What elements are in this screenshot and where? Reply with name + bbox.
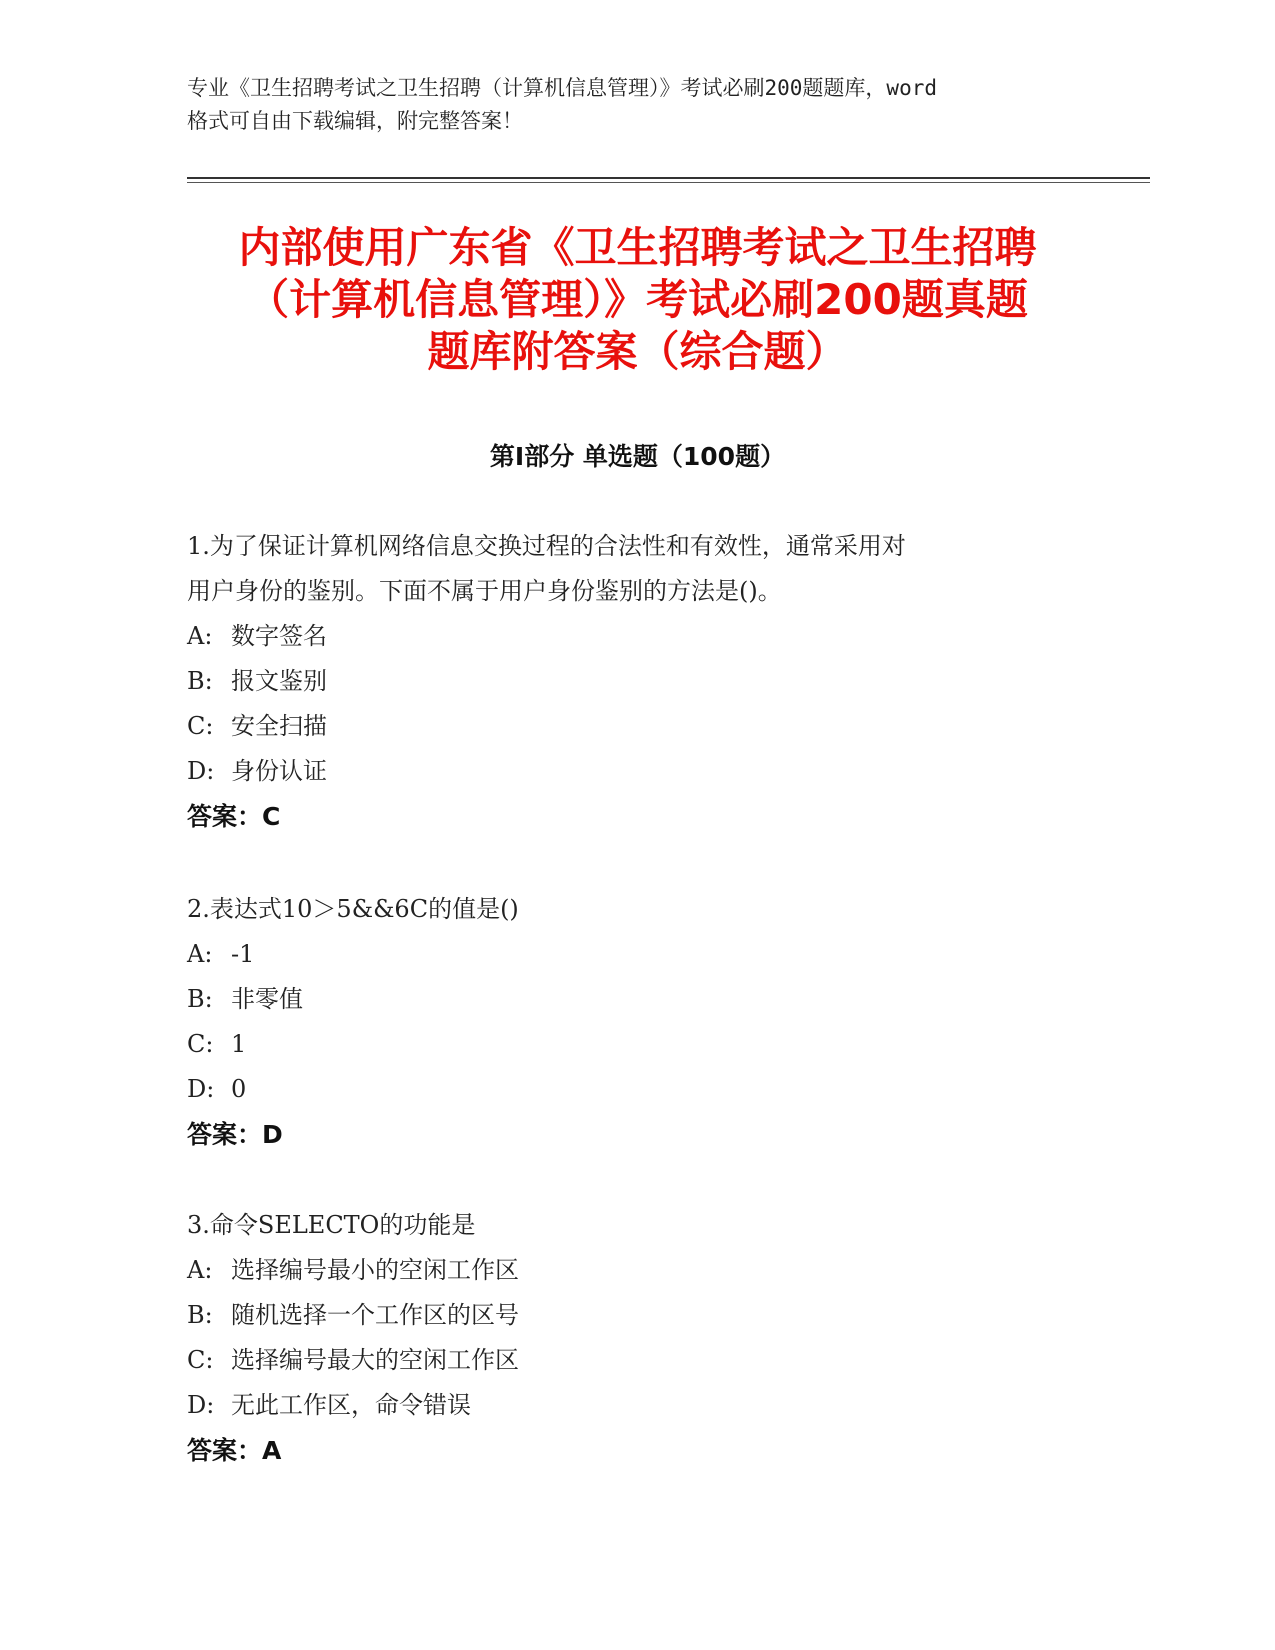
header-divider-thick	[187, 177, 1150, 179]
header-note-line-1: 专业《卫生招聘考试之卫生招聘（计算机信息管理）》考试必刷200题题库，word	[187, 76, 937, 100]
option-text: 选择编号最小的空闲工作区	[231, 1256, 519, 1284]
option-text: 随机选择一个工作区的区号	[231, 1301, 519, 1329]
option-text: 非零值	[231, 985, 303, 1013]
section-title: 第Ⅰ部分 单选题（100题）	[489, 442, 786, 471]
answer-label: 答案：A	[187, 1436, 282, 1465]
option-letter: D:	[187, 1391, 215, 1419]
option-b	[187, 977, 1087, 1022]
option-a	[187, 1248, 1087, 1293]
option-d	[187, 1383, 1087, 1428]
option-text: 选择编号最大的空闲工作区	[231, 1346, 519, 1374]
title-line-2: （计算机信息管理）》考试必刷200题真题	[247, 275, 1028, 324]
question-stem-continued: 用户身份的鉴别。下面不属于用户身份鉴别的方法是()。	[187, 577, 782, 605]
option-text: 安全扫描	[231, 712, 327, 740]
option-d	[187, 749, 1087, 794]
question-3	[187, 1203, 1087, 1473]
option-text: 报文鉴别	[231, 667, 327, 695]
option-letter: B:	[187, 1301, 213, 1329]
option-a	[187, 932, 1087, 977]
header-note-line-2: 格式可自由下载编辑，附完整答案！	[187, 109, 523, 133]
option-b	[187, 1293, 1087, 1338]
option-letter: A:	[187, 1256, 213, 1284]
option-letter: A:	[187, 622, 213, 650]
option-d	[187, 1067, 1087, 1112]
option-text: 0	[231, 1075, 247, 1103]
document-title	[150, 222, 1125, 378]
answer-label: 答案：C	[187, 802, 281, 831]
option-letter: B:	[187, 667, 213, 695]
question-1	[187, 524, 1087, 839]
option-letter: C:	[187, 1346, 214, 1374]
option-letter: A:	[187, 940, 213, 968]
option-c	[187, 704, 1087, 749]
header-divider-thin	[187, 182, 1150, 183]
option-letter: C:	[187, 1030, 214, 1058]
header-note	[187, 72, 1087, 138]
option-b	[187, 659, 1087, 704]
option-c	[187, 1022, 1087, 1067]
option-a	[187, 614, 1087, 659]
option-text: 身份认证	[231, 757, 327, 785]
title-line-1: 内部使用广东省《卫生招聘考试之卫生招聘	[238, 223, 1037, 272]
option-letter: D:	[187, 757, 215, 785]
option-text: 无此工作区，命令错误	[231, 1391, 471, 1419]
option-letter: D:	[187, 1075, 215, 1103]
option-text: 1	[231, 1030, 247, 1058]
option-c	[187, 1338, 1087, 1383]
question-stem: 1.为了保证计算机网络信息交换过程的合法性和有效性，通常采用对	[187, 532, 906, 560]
question-2	[187, 887, 1087, 1157]
option-text: -1	[231, 940, 255, 968]
question-stem: 3.命令SELECTO的功能是	[187, 1211, 476, 1239]
title-line-3: 题库附答案（综合题）	[427, 327, 848, 376]
answer-label: 答案：D	[187, 1120, 283, 1149]
question-stem: 2.表达式10＞5&&6C的值是()	[187, 895, 519, 923]
option-letter: B:	[187, 985, 213, 1013]
option-text: 数字签名	[231, 622, 327, 650]
option-letter: C:	[187, 712, 214, 740]
